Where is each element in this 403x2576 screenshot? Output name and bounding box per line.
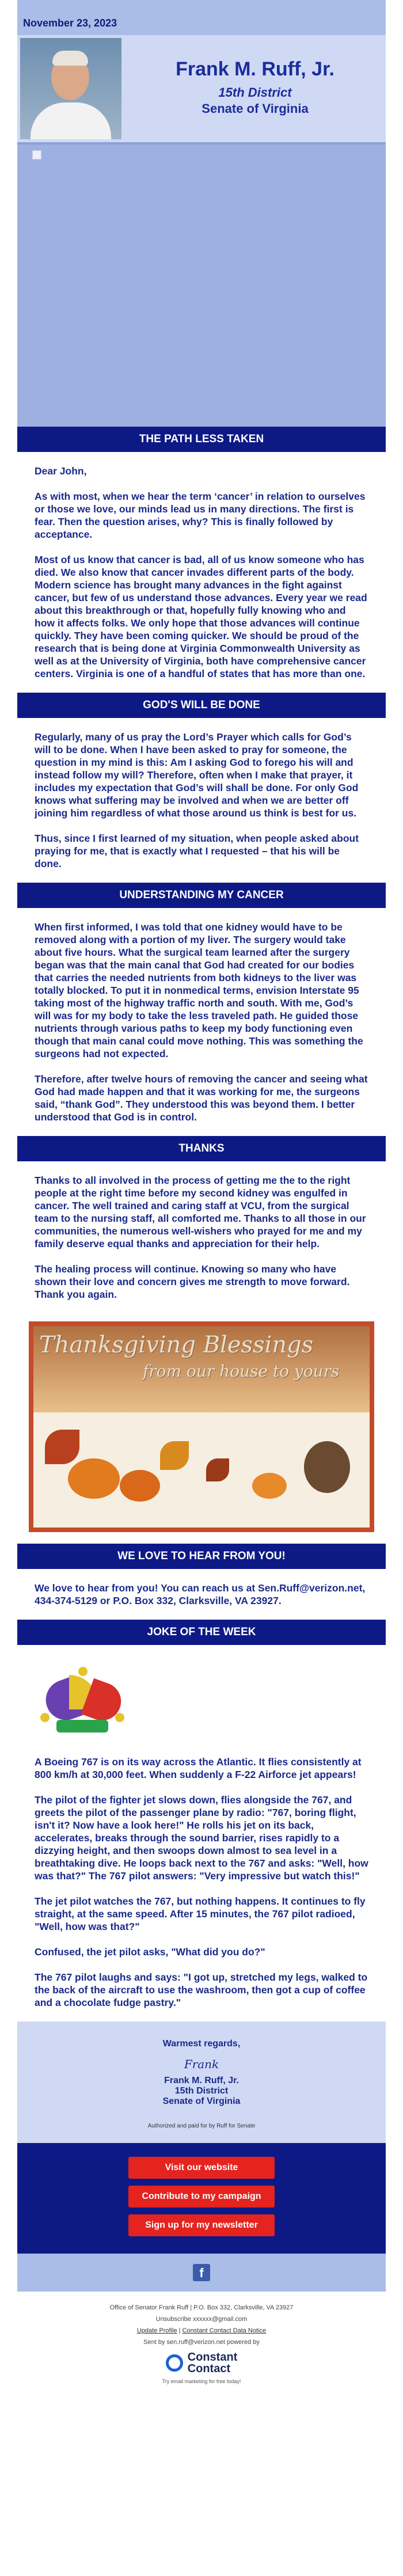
- authorized-note: Authorized and paid for by Ruff for Senate: [147, 2123, 256, 2129]
- newsletter-signup-button[interactable]: Sign up for my newsletter: [128, 2214, 275, 2236]
- jester-hat-icon: [35, 1658, 127, 1750]
- section-god: [17, 718, 386, 883]
- signoff-name: Frank M. Ruff, Jr.: [164, 2076, 239, 2085]
- paragraph: Dear John,: [35, 465, 87, 477]
- header: [17, 35, 386, 142]
- footer: [0, 2292, 403, 2393]
- paragraph: The healing process will continue. Knowing so many who have shown their love and concern gives me strength to move forward. Thank you again.: [35, 1263, 350, 1300]
- signoff-district: 15th District: [174, 2086, 229, 2096]
- paragraph: Thus, since I first learned of my situation, when people asked about praying for me, that is exactly what I requested – that his will be done.: [35, 833, 359, 869]
- paragraph: Regularly, many of us pray the Lord’s Prayer which calls for God’s will to be done. When I have been asked to pray for someone, the question in my mind is this: Am I asking God to forego his will and instead follow my will? Therefore, often when I make that prayer, it includes my expectation that God’s will shall be done. For only God knows what suffering may be involved and when we are better off joining him regardless of what those around us think is best for us.: [35, 731, 359, 819]
- cc-line2: Contact: [187, 2362, 231, 2375]
- signoff-senate: Senate of Virginia: [162, 2096, 241, 2106]
- senate: Senate of Virginia: [202, 101, 309, 116]
- section-hear: [17, 1569, 386, 1620]
- thanksgiving-image: [29, 1321, 374, 1532]
- section-title-thanks: THANKS: [17, 1136, 386, 1161]
- unsubscribe-link[interactable]: Unsubscribe xxxxxx@gmail.com: [155, 2316, 248, 2323]
- contact-paragraph: We love to hear from you! You can reach us at Sen.Ruff@verizon.net, 434-374-5129 or P.O. Box 332, Clarksville, VA 23927.: [35, 1582, 366, 1606]
- section-thanks: [17, 1161, 386, 1313]
- paragraph: Thanks to all involved in the process of getting me the to the right people at the right time before my second kidney was engulfed in cancer. The well trained and caring staff at VCU, from the surgical team to the nursing staff, all comforted me. Thanks to all those in our communities, the numerous well-wishers who prayed for me and my family deserve equal thanks and appreciation for their help.: [35, 1175, 366, 1249]
- thanksgiving-card: [17, 1313, 386, 1544]
- update-profile-link[interactable]: Update Profile: [136, 2327, 177, 2334]
- newsletter-date: November 23, 2023: [23, 17, 117, 29]
- paragraph: Most of us know that cancer is bad, all of us know someone who has died. We also know that cancer invades different parts of the body. Modern science has brought many advances in the fight against cancer, but few of us understand those advances. Every year we read about this breakthrough or that, hopefully fully knowing who and how it affects folks. We only hope that those advances will continue quickly. They have been coming quicker. We should be proud of the research that is being done at Virginia Commonwealth University as well as at the University of Virginia, both have comprehensive cancer centers. Virginia is one of a handful of states that has more than one.: [35, 554, 367, 679]
- paragraph: A Boeing 767 is on its way across the Atlantic. It flies consistently at 800 km/h at 30,000 feet. When suddenly a F-22 Airforce jet appears!: [35, 1756, 362, 1780]
- section-cancer: [17, 908, 386, 1136]
- paragraph: When first informed, I was told that one kidney would have to be removed along with a portion of my liver. The surgery would take about five hours. What the surgical team learned after the surgery began was that the main canal that God had created for our bodies that carries the needed nutrients from both kidneys to the liver was totally blocked. To put it in nonmedical terms, envision Interstate 95 taking most of the highway traffic north and south. With me, God’s will was for my body to take the less traveled path. He guided those nutrients through various paths to keep my body functioning even though that main canal could move nothing. This was something the surgeons had not expected.: [35, 921, 363, 1059]
- broken-image-icon: [32, 150, 41, 159]
- header-text: [124, 35, 386, 142]
- signature: Frank: [184, 2057, 219, 2071]
- card-title: Thanksgiving Blessings: [39, 1332, 314, 1358]
- regards: Warmest regards,: [162, 2039, 241, 2049]
- senator-name: Frank M. Ruff, Jr.: [176, 58, 334, 80]
- constant-contact-logo[interactable]: [0, 2351, 403, 2374]
- section-title-god: GOD'S WILL BE DONE: [17, 693, 386, 718]
- section-title-joke: JOKE OF THE WEEK: [17, 1620, 386, 1645]
- constant-contact-icon: [166, 2354, 183, 2372]
- email-container: [17, 0, 386, 2292]
- contribute-button[interactable]: Contribute to my campaign: [128, 2186, 275, 2208]
- paragraph: Therefore, after twelve hours of removing the cancer and seeing what God had made happen and that it was working for me, the surgeons said, “thank God”. They understood this was beyond them. I better understood that God is in control.: [35, 1073, 368, 1123]
- facebook-icon[interactable]: f: [193, 2264, 210, 2281]
- section-title-cancer: UNDERSTANDING MY CANCER: [17, 883, 386, 908]
- section-path: [17, 452, 386, 693]
- social-bar: [17, 2254, 386, 2292]
- button-group: [17, 2143, 386, 2254]
- cc-line1: Constant: [187, 2351, 238, 2364]
- paragraph: Confused, the jet pilot asks, "What did you do?": [35, 1946, 265, 1958]
- paragraph: As with most, when we hear the term ‘cancer’ in relation to ourselves or those we love, our minds lead us in many directions. The first is fear. Then the question arises, why? This is finally followed by acceptance.: [35, 491, 366, 540]
- section-title-path: THE PATH LESS TAKEN: [17, 427, 386, 452]
- section-title-hear: WE LOVE TO HEAR FROM YOU!: [17, 1544, 386, 1569]
- paragraph: The 767 pilot laughs and says: "I got up, stretched my legs, walked to the back of the aircraft to use the washroom, then got a cup of coffee and a chocolate fudge pastry.": [35, 1971, 368, 2008]
- cc-tagline: Try email marketing for free today!: [162, 2379, 241, 2384]
- paragraph: The pilot of the fighter jet slows down, flies alongside the 767, and greets the pilot of the passenger plane by radio: "767, boring flight, isn't it? Now have a look here!" He rolls his jet on its back, accelerates, breaks through the sound barrier, rises rapidly to a dizzying height, and then swoops down almost to sea level in a breathtaking dive. He loops back next to the 767 and asks: "Well, how was that?" The 767 pilot answers: "Very impressive but watch this!": [35, 1794, 368, 1882]
- card-subtitle: from our house to yours: [143, 1362, 340, 1381]
- separator: |: [178, 2327, 181, 2334]
- visit-website-button[interactable]: Visit our website: [128, 2157, 275, 2179]
- paragraph: The jet pilot watches the 767, but nothing happens. It continues to fly straight, at the same speed. After 15 minutes, the 767 pilot radioed, "Well, how was that?": [35, 1895, 366, 1932]
- senator-portrait: [20, 38, 121, 139]
- hero-image: [17, 142, 386, 427]
- data-notice-link[interactable]: Constant Contact Data Notice: [182, 2327, 267, 2334]
- section-joke: [17, 1645, 386, 2022]
- office-address: Office of Senator Frank Ruff | P.O. Box 332, Clarksville, VA 23927: [109, 2304, 294, 2311]
- signoff: [17, 2022, 386, 2143]
- sent-by: Sent by sen.ruff@verizon.net powered by: [143, 2339, 260, 2346]
- district: 15th District: [218, 85, 292, 100]
